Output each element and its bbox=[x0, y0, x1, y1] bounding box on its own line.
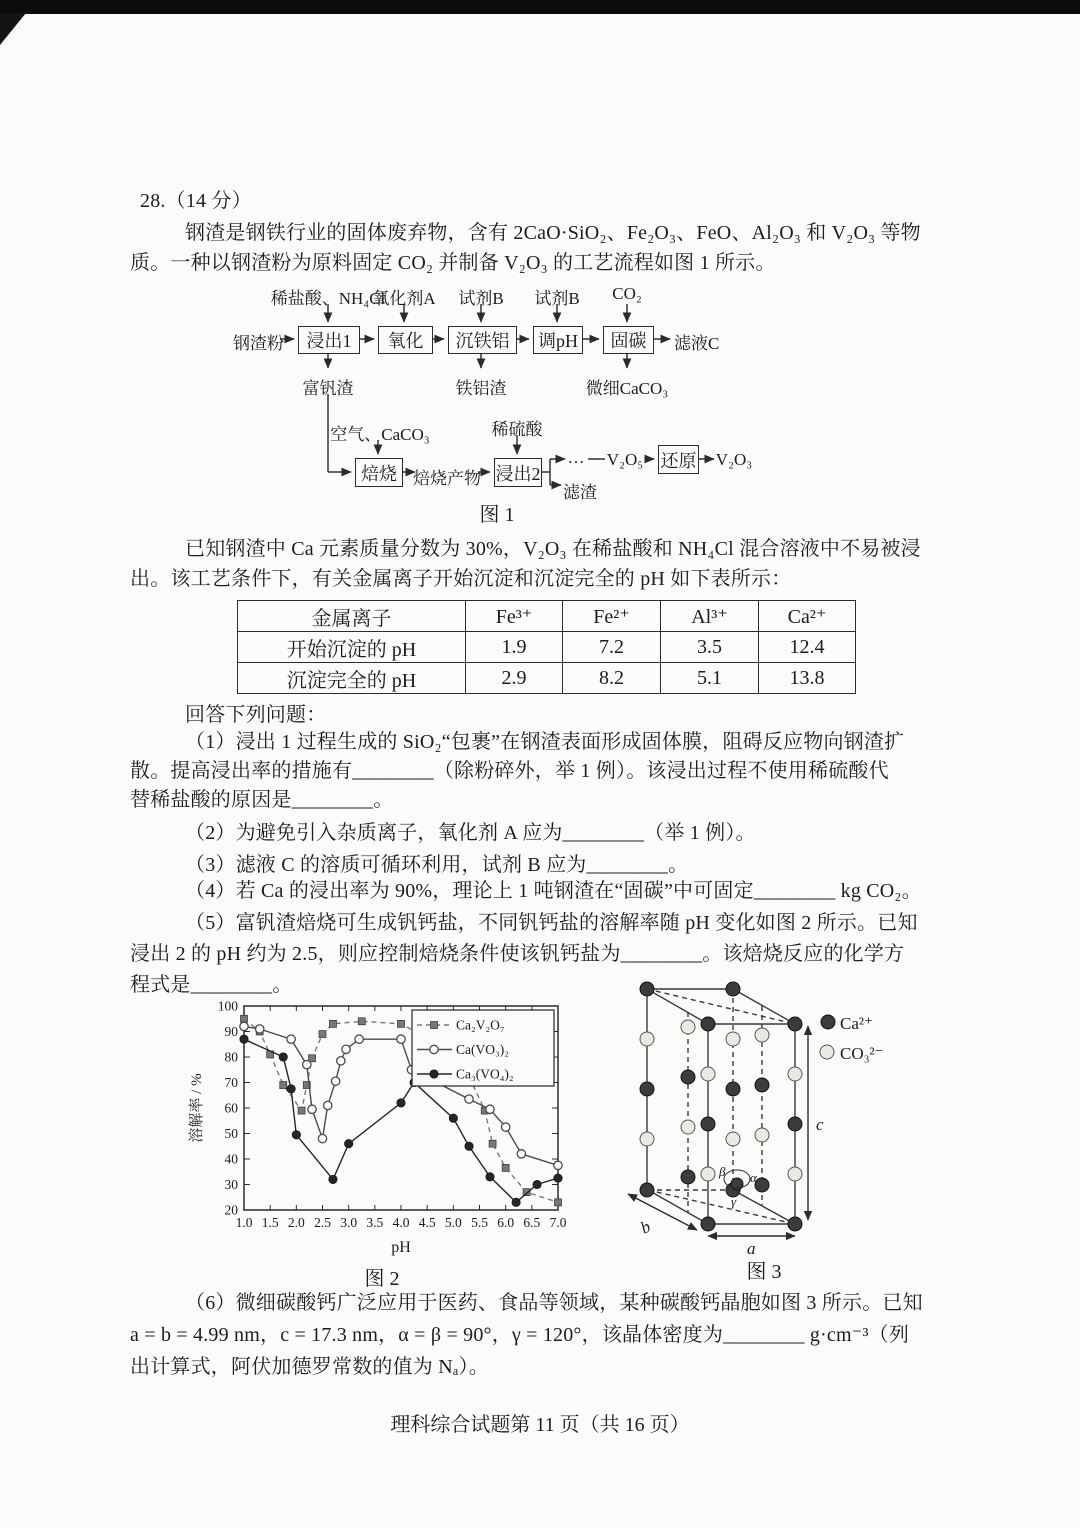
cell: 13.8 bbox=[759, 663, 856, 694]
label-beta: β bbox=[719, 1164, 726, 1179]
svg-text:5.5: 5.5 bbox=[471, 1215, 488, 1230]
label-gamma: γ bbox=[731, 1194, 737, 1209]
crystal-canvas bbox=[600, 978, 940, 1278]
table-row bbox=[238, 663, 856, 694]
table-header-ion: 金属离子 bbox=[238, 601, 466, 632]
svg-text:4.0: 4.0 bbox=[392, 1215, 410, 1230]
figure2-caption: 图 2 bbox=[364, 1268, 400, 1290]
chart-legend bbox=[412, 1010, 554, 1086]
table-header-ca2: Ca²⁺ bbox=[759, 601, 856, 632]
svg-text:30: 30 bbox=[224, 1177, 238, 1192]
flow-input-dilute-h2so4: 稀硫酸 bbox=[491, 420, 543, 439]
flow-label-ellipsis: … bbox=[567, 448, 585, 467]
svg-text:40: 40 bbox=[224, 1151, 238, 1167]
flow-output-fine-caco3: 微细CaCO₃ bbox=[585, 379, 669, 398]
table-header-fe2: Fe²⁺ bbox=[563, 601, 661, 632]
flow-output-fe-al-slag: 铁铝渣 bbox=[455, 379, 507, 398]
answer-prompt: 回答下列问题： bbox=[185, 704, 327, 726]
label-b: b bbox=[637, 1216, 654, 1238]
svg-text:7.0: 7.0 bbox=[549, 1215, 567, 1230]
table-header-row bbox=[238, 601, 856, 632]
flow-label-v2o5: V₂O₅ bbox=[606, 450, 644, 469]
crystal-legend bbox=[820, 1014, 884, 1063]
q1-line-3: 替稀盐酸的原因是________。 bbox=[130, 789, 394, 811]
known-line-2: 出。该工艺条件下，有关金属离子开始沉淀和沉淀完全的 pH 如下表所示： bbox=[130, 568, 792, 590]
label-a: a bbox=[747, 1239, 756, 1258]
figure3-crystal-cell bbox=[600, 978, 940, 1278]
svg-text:2.5: 2.5 bbox=[314, 1215, 331, 1230]
svg-text:6.5: 6.5 bbox=[523, 1215, 541, 1230]
svg-text:3.5: 3.5 bbox=[366, 1215, 384, 1230]
chart-ylabel: 溶解率 / % bbox=[189, 1073, 205, 1143]
legend-co3-label: CO₃²⁻ bbox=[840, 1044, 884, 1063]
q1-line-1: （1）浸出 1 过程生成的 SiO₂“包裹”在钢渣表面形成固体膜，阻碍反应物向钢渣扩 bbox=[185, 731, 905, 753]
legend-light-sphere bbox=[820, 1045, 834, 1059]
question-number: 28.（14 分） bbox=[140, 190, 252, 212]
q5-line-1: （5）富钒渣焙烧可生成钒钙盐，不同钒钙盐的溶解率随 pH 变化如图 2 所示。已知 bbox=[185, 912, 918, 934]
svg-text:20: 20 bbox=[224, 1202, 238, 1218]
chart-xlabel: pH bbox=[391, 1239, 411, 1256]
flow-input-reagent-b2: 试剂B bbox=[534, 289, 580, 308]
q5-line-3: 程式是________。 bbox=[130, 974, 293, 996]
svg-text:1.5: 1.5 bbox=[261, 1215, 279, 1230]
flow-output-filtrate-c: 滤液C bbox=[674, 334, 720, 353]
cell-edges bbox=[647, 989, 795, 1224]
ph-table bbox=[237, 600, 856, 694]
crystal-spheres bbox=[640, 982, 802, 1231]
svg-text:Ca(VO₃)₂: Ca(VO₃)₂ bbox=[456, 1042, 509, 1057]
q6-line-2: a = b = 4.99 nm，c = 17.3 nm，α = β = 90°，γ = 120°，该晶体密度为________ g·cm⁻³（列 bbox=[130, 1324, 910, 1346]
table-header-fe3: Fe³⁺ bbox=[466, 601, 563, 632]
svg-text:90: 90 bbox=[224, 1024, 238, 1039]
q5-line-2: 浸出 2 的 pH 约为 2.5，则应控制焙烧条件使该钒钙盐为________。该焙烧反应的化学方 bbox=[130, 943, 905, 965]
flow-input-hcl-nh4cl: 稀盐酸、NH₄Cl bbox=[270, 289, 386, 308]
svg-text:80: 80 bbox=[224, 1049, 238, 1065]
cell: 8.2 bbox=[563, 663, 661, 694]
scan-artifact-top bbox=[0, 0, 1080, 14]
cell: 3.5 bbox=[661, 632, 759, 663]
flow-box-reduce: 还原 bbox=[658, 445, 699, 474]
flow-label-v2o3: V₂O₃ bbox=[715, 450, 753, 469]
cell: 7.2 bbox=[563, 632, 661, 663]
flow-input-reagent-b1: 试剂B bbox=[458, 289, 504, 308]
svg-text:60: 60 bbox=[224, 1100, 238, 1116]
svg-text:5.0: 5.0 bbox=[444, 1215, 462, 1230]
flow-label-roast-product: 焙烧产物 bbox=[413, 469, 481, 488]
dimension-arrows bbox=[628, 1026, 808, 1236]
svg-text:Ca₂V₂O₇: Ca₂V₂O₇ bbox=[456, 1017, 505, 1033]
cell: 1.9 bbox=[466, 632, 563, 663]
q1-line-2: 散。提高浸出率的措施有________（除粉碎外，举 1 例）。该浸出过程不使用稀硫酸代 bbox=[130, 760, 889, 782]
flow-box-adjust-ph: 调pH bbox=[533, 326, 583, 354]
table-row bbox=[238, 632, 856, 663]
q6-line-1: （6）微细碳酸钙广泛应用于医药、食品等领域，某种碳酸钙晶胞如图 3 所示。已知 bbox=[185, 1292, 923, 1314]
flow-box-roast: 焙烧 bbox=[355, 458, 403, 487]
figure2-solubility-chart bbox=[186, 998, 578, 1260]
intro-line-2: 质。一种以钢渣粉为原料固定 CO₂ 并制备 V₂O₃ 的工艺流程如图 1 所示。 bbox=[130, 252, 776, 274]
row-label-complete-precip: 沉淀完全的 pH bbox=[238, 663, 466, 694]
svg-text:2.0: 2.0 bbox=[287, 1215, 305, 1230]
figure3-caption: 图 3 bbox=[746, 1261, 782, 1283]
flow-input-slag-powder: 钢渣粉 bbox=[233, 334, 284, 353]
flow-input-oxidant-a: 氧化剂A bbox=[372, 289, 436, 308]
table-header-al3: Al³⁺ bbox=[661, 601, 759, 632]
legend-dark-sphere bbox=[821, 1015, 835, 1029]
svg-text:1.0: 1.0 bbox=[235, 1215, 253, 1230]
svg-text:70: 70 bbox=[224, 1075, 238, 1090]
svg-text:Ca₃(VO₄)₂: Ca₃(VO₄)₂ bbox=[456, 1066, 514, 1082]
flow-label-residue: 滤渣 bbox=[563, 483, 597, 502]
intro-line-1: 钢渣是钢铁行业的固体废弃物，含有 2CaO·SiO₂、Fe₂O₃、FeO、Al₂O₃ 和 V₂O₃ 等物 bbox=[185, 222, 921, 244]
figure1-flow-diagram bbox=[228, 282, 872, 504]
q6-line-3: 出计算式，阿伏加德罗常数的值为 Nₐ）。 bbox=[130, 1356, 489, 1378]
flow-input-co2: CO₂ bbox=[612, 284, 642, 303]
q3-line: （3）滤液 C 的溶质可循环利用，试剂 B 应为________。 bbox=[185, 854, 689, 876]
cell: 2.9 bbox=[466, 663, 563, 694]
flow-input-air-caco3: 空气、CaCO₃ bbox=[330, 425, 430, 444]
q4-line: （4）若 Ca 的浸出率为 90%，理论上 1 吨钢渣在“固碳”中可固定________ kg CO₂。 bbox=[185, 880, 922, 902]
flow-box-fe-al-precip: 沉铁铝 bbox=[448, 326, 517, 354]
page-footer: 理科综合试题第 11 页（共 16 页） bbox=[390, 1414, 690, 1436]
flow-output-v-rich-slag: 富钒渣 bbox=[302, 379, 354, 398]
cell: 12.4 bbox=[759, 632, 856, 663]
figure1-caption: 图 1 bbox=[479, 504, 515, 526]
flow-box-leach1: 浸出1 bbox=[298, 326, 360, 354]
legend-ca-label: Ca²⁺ bbox=[840, 1014, 873, 1033]
svg-text:6.0: 6.0 bbox=[497, 1215, 515, 1230]
svg-text:100: 100 bbox=[217, 998, 238, 1014]
label-alpha: α bbox=[750, 1170, 757, 1185]
svg-text:50: 50 bbox=[224, 1126, 238, 1141]
label-c: c bbox=[816, 1115, 824, 1134]
flow-box-oxidize: 氧化 bbox=[378, 326, 433, 354]
scan-artifact-corner bbox=[0, 13, 26, 45]
flow-box-leach2: 浸出2 bbox=[494, 458, 542, 487]
flow-box-fix-carbon: 固碳 bbox=[603, 326, 654, 354]
known-line-1: 已知钢渣中 Ca 元素质量分数为 30%，V₂O₃ 在稀盐酸和 NH₄Cl 混合溶液中不易被浸 bbox=[185, 538, 921, 560]
chart-canvas bbox=[186, 998, 578, 1260]
svg-text:4.5: 4.5 bbox=[418, 1215, 436, 1230]
cell: 5.1 bbox=[661, 663, 759, 694]
svg-text:3.0: 3.0 bbox=[340, 1215, 358, 1230]
row-label-begin-precip: 开始沉淀的 pH bbox=[238, 632, 466, 663]
q2-line: （2）为避免引入杂质离子，氧化剂 A 应为________（举 1 例）。 bbox=[185, 822, 756, 844]
